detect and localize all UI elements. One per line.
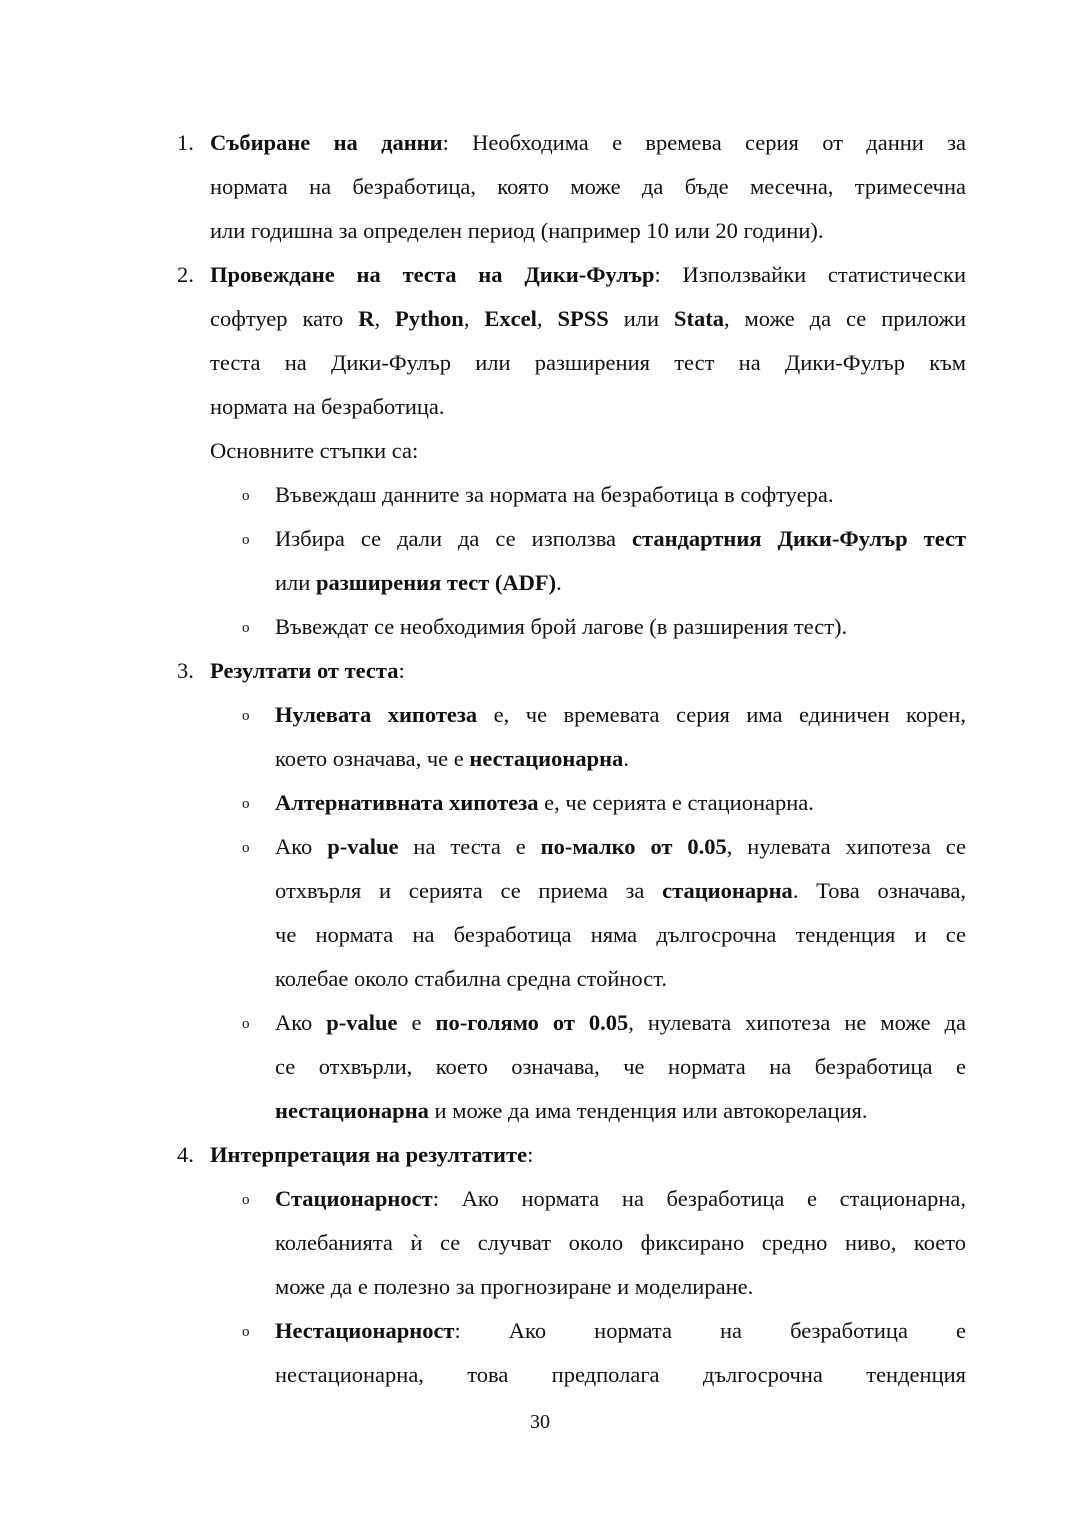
item2-line1: Провеждане на теста на Дики-Фулър: Използвайки статистически xyxy=(210,262,966,287)
list-number-2: 2. xyxy=(177,262,194,287)
bullet-icon: o xyxy=(242,1192,250,1208)
software-stata: Stata xyxy=(673,306,724,331)
item4-bullet1-line1: Стационарност: Ако нормата на безработица е стационарна, xyxy=(275,1186,966,1211)
item4-line1: Интерпретация на резултатите: xyxy=(210,1142,534,1167)
list-number-4: 4. xyxy=(177,1142,194,1167)
item3-bullet3-line1: Ако p-value на теста е по-малко от 0.05, нулевата хипотеза се xyxy=(275,834,966,859)
item3-bullet1-line2: което означава, че е нестационарна. xyxy=(275,746,629,771)
bullet-icon: o xyxy=(242,840,250,856)
item2-bullet1: Въвеждаш данните за нормата на безработица в софтуера. xyxy=(275,482,834,507)
bullet-icon: o xyxy=(242,1324,250,1340)
item1-line2: нормата на безработица, която може да бъде месечна, тримесечна xyxy=(210,174,966,199)
software-python: Python xyxy=(395,306,464,331)
item3-title: Резултати от теста xyxy=(210,658,399,683)
item2-title: Провеждане на теста на Дики-Фулър xyxy=(210,262,655,287)
bullet-icon: o xyxy=(242,708,250,724)
item3-bullet4-line3: нестационарна и може да има тенденция или автокорелация. xyxy=(275,1098,868,1123)
list-number-1: 1. xyxy=(177,130,194,155)
item3-bullet3-line2: отхвърля и серията се приема за стационарна. Това означава, xyxy=(275,878,966,903)
list-number-3: 3. xyxy=(177,658,194,683)
bullet-icon: o xyxy=(242,488,250,504)
item3-bullet1-line1: Нулевата хипотеза е, че времевата серия има единичен корен, xyxy=(275,702,966,727)
item1-line3: или годишна за определен период (например 10 или 20 години). xyxy=(210,218,824,243)
bullet-icon: o xyxy=(242,532,250,548)
item2-bullet2-line2: или разширения тест (ADF). xyxy=(275,570,562,595)
item1-line1: Събиране на данни: Необходима е времева серия от данни за xyxy=(210,130,966,155)
item3-bullet4-line1: Ако p-value е по-голямо от 0.05, нулевата хипотеза не може да xyxy=(275,1010,966,1035)
item2-bullet2-line1: Избира се дали да се използва стандартния Дики-Фулър тест xyxy=(275,526,966,551)
item4-title: Интерпретация на резултатите xyxy=(210,1142,528,1167)
item3-bullet4-line2: се отхвърли, което означава, че нормата на безработица е xyxy=(275,1054,966,1079)
bullet-icon: o xyxy=(242,796,250,812)
item3-bullet3-line4: колебае около стабилна средна стойност. xyxy=(275,966,667,991)
bullet-icon: o xyxy=(242,620,250,636)
item4-bullet1-line2: колебанията ѝ се случват около фиксирано средно ниво, което xyxy=(275,1230,966,1255)
item2-line3: теста на Дики-Фулър или разширения тест на Дики-Фулър към xyxy=(210,350,966,375)
software-excel: Excel xyxy=(484,306,537,331)
bullet-icon: o xyxy=(242,1016,250,1032)
item2-steps-intro: Основните стъпки са: xyxy=(210,438,419,463)
item2-bullet3: Въвеждат се необходимия брой лагове (в разширения тест). xyxy=(275,614,848,639)
software-r: R xyxy=(358,306,375,331)
item2-line2: софтуер като R, Python, Excel, SPSS или Stata, може да се приложи xyxy=(210,306,967,331)
item3-line1: Резултати от теста: xyxy=(210,658,405,683)
software-spss: SPSS xyxy=(557,306,609,331)
item4-bullet2-line1: Нестационарност: Ако нормата на безработица е xyxy=(275,1318,966,1343)
item2-line4: нормата на безработица. xyxy=(210,394,445,419)
item3-bullet2: Алтернативната хипотеза е, че серията е стационарна. xyxy=(275,790,814,815)
item4-bullet1-line3: може да е полезно за прогнозиране и моделиране. xyxy=(275,1274,754,1299)
page-number: 30 xyxy=(530,1411,550,1433)
item1-title: Събиране на данни xyxy=(210,130,443,155)
item4-bullet2-line2: нестационарна, това предполага дългосрочна тенденция xyxy=(275,1362,966,1387)
item3-bullet3-line3: че нормата на безработица няма дългосрочна тенденция и се xyxy=(275,922,966,947)
